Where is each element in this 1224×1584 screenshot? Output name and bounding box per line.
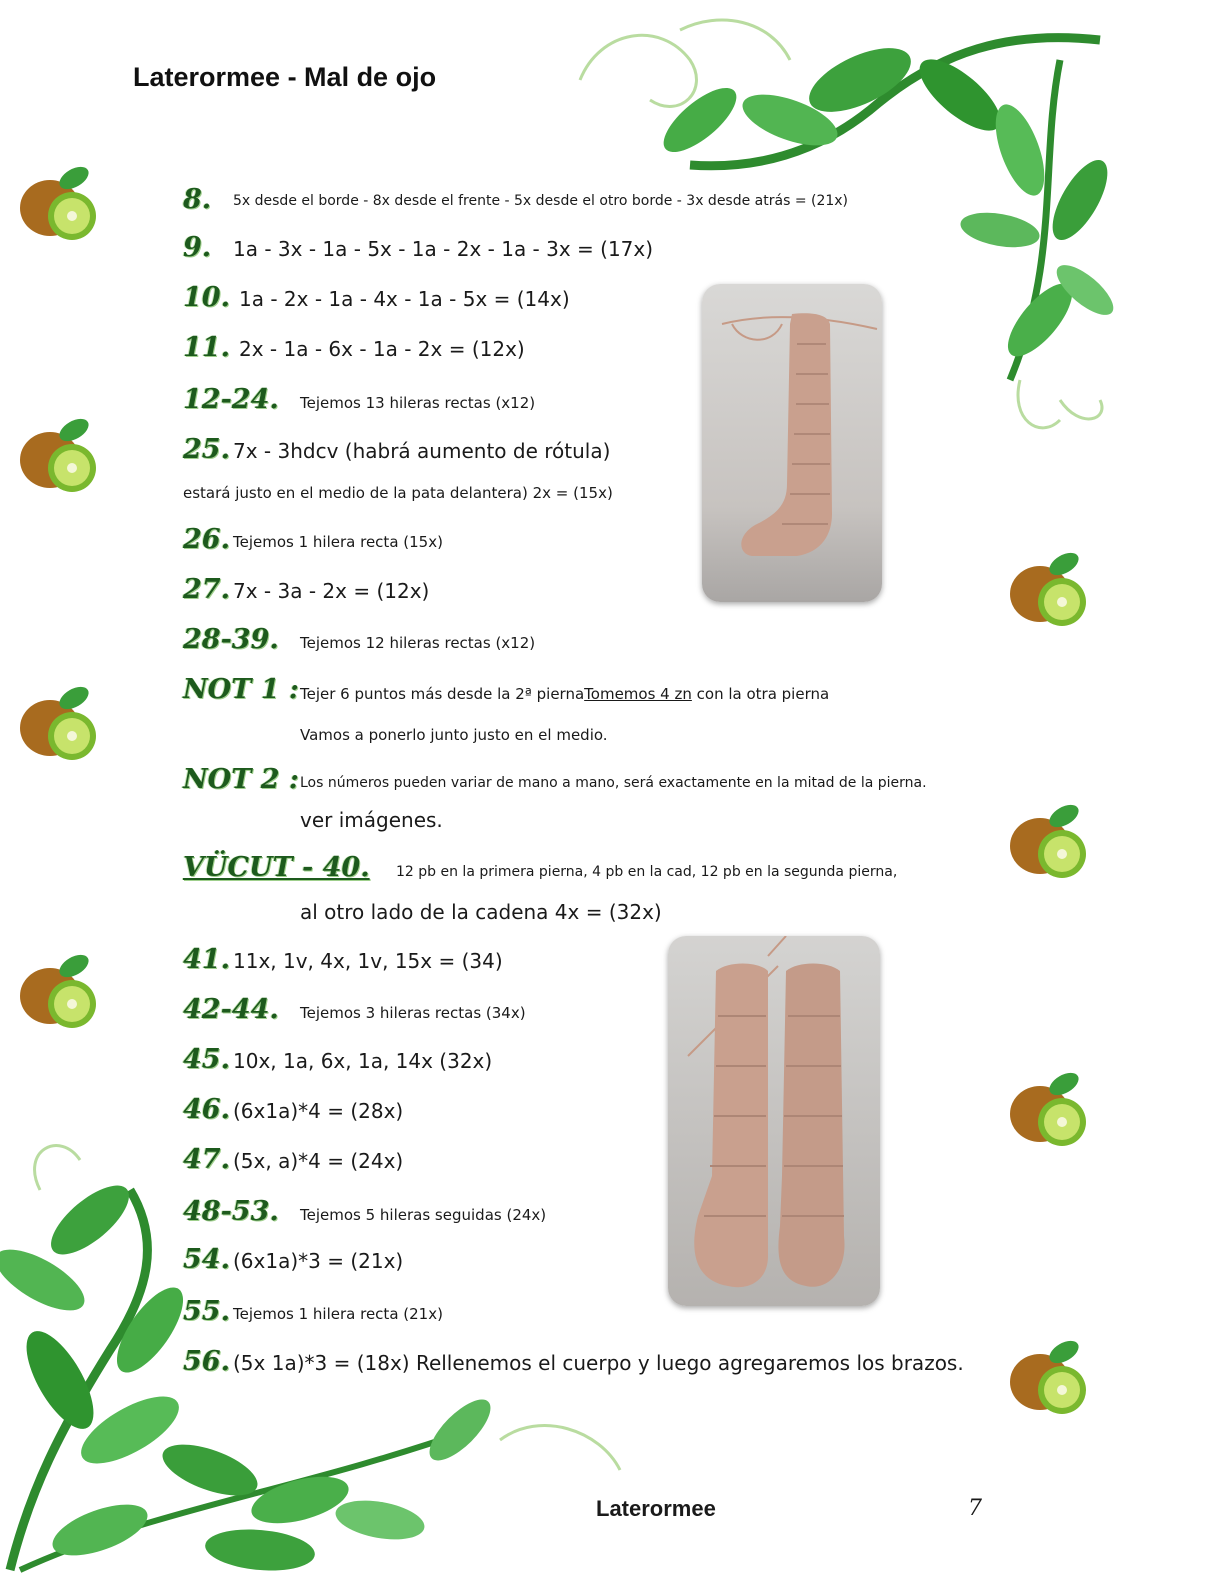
row-text: (6x1a)*4 = (28x) — [233, 1099, 404, 1123]
row-text: (6x1a)*3 = (21x) — [233, 1249, 404, 1273]
row-number: 8. — [183, 184, 212, 215]
row-text: (5x 1a)*3 = (18x) Rellenemos el cuerpo y luego agregaremos los brazos. — [233, 1351, 964, 1375]
row-number: 47. — [183, 1144, 230, 1175]
row-number: VÜCUT - 40. — [183, 852, 370, 883]
kiwi-icon — [12, 416, 102, 496]
row-text: al otro lado de la cadena 4x = (32x) — [300, 900, 662, 924]
row-number: 11. — [183, 332, 230, 363]
kiwi-icon — [12, 684, 102, 764]
row-text: 11x, 1v, 4x, 1v, 15x = (34) — [233, 949, 503, 973]
row-text: Tejemos 3 hileras rectas (34x) — [300, 1004, 526, 1022]
note-text-after: con la otra pierna — [691, 685, 830, 703]
footer-author: Laterormee — [596, 1496, 716, 1521]
row-number: 9. — [183, 232, 212, 263]
row-number: 56. — [183, 1346, 230, 1377]
row-number: 27. — [183, 574, 230, 605]
row-number: 10. — [183, 282, 230, 313]
note-text: Los números pueden variar de mano a mano, será exactamente en la mitad de la pierna. — [300, 775, 927, 791]
row-text: 10x, 1a, 6x, 1a, 14x (32x) — [233, 1049, 493, 1073]
row-number: 45. — [183, 1044, 230, 1075]
kiwi-icon — [1002, 1338, 1092, 1418]
kiwi-icon — [12, 164, 102, 244]
row-text: Vamos a ponerlo junto justo en el medio. — [300, 726, 608, 744]
note-label: NOT 1 : — [183, 674, 299, 705]
row-number: 25. — [183, 434, 230, 465]
note-label: NOT 2 : — [183, 764, 299, 795]
row-number: 46. — [183, 1094, 230, 1125]
row-text: 2x - 1a - 6x - 1a - 2x = (12x) — [239, 337, 525, 361]
row-text: ver imágenes. — [300, 808, 443, 832]
kiwi-icon — [1002, 550, 1092, 630]
page-title: Laterormee - Mal de ojo — [133, 62, 437, 92]
row-number: 48-53. — [183, 1196, 279, 1227]
kiwi-icon — [1002, 802, 1092, 882]
row-text: (5x, a)*4 = (24x) — [233, 1149, 404, 1173]
row-text: Tejemos 13 hileras rectas (x12) — [300, 394, 536, 412]
row-number: 55. — [183, 1296, 230, 1327]
kiwi-icon — [12, 952, 102, 1032]
row-number: 26. — [183, 524, 230, 555]
single-leg-photo — [702, 284, 882, 602]
row-text: Tejemos 5 hileras seguidas (24x) — [300, 1206, 547, 1224]
row-text: 1a - 2x - 1a - 4x - 1a - 5x = (14x) — [239, 287, 570, 311]
row-text: Tejemos 1 hilera recta (15x) — [233, 533, 443, 551]
row-text: 5x desde el borde - 8x desde el frente - 5x desde el otro borde - 3x desde atrás = (21x) — [233, 193, 849, 209]
kiwi-icon — [1002, 1070, 1092, 1150]
row-text: 1a - 3x - 1a - 5x - 1a - 2x - 1a - 3x = (17x) — [233, 237, 654, 261]
row-text: 7x - 3a - 2x = (12x) — [233, 579, 430, 603]
joined-legs-photo — [668, 936, 880, 1306]
row-text: Tejemos 12 hileras rectas (x12) — [300, 634, 536, 652]
row-text: estará justo en el medio de la pata delantera) 2x = (15x) — [183, 484, 613, 502]
row-number: 42-44. — [183, 994, 279, 1025]
row-text: 12 pb en la primera pierna, 4 pb en la cad, 12 pb en la segunda pierna, — [396, 864, 898, 880]
row-number: 28-39. — [183, 624, 279, 655]
row-number: 41. — [183, 944, 230, 975]
row-number: 12-24. — [183, 384, 279, 415]
row-text: 7x - 3hdcv (habrá aumento de rótula) — [233, 439, 611, 463]
note-underlined-text: Tomemos 4 zn — [584, 685, 692, 703]
note-text: Tejer 6 puntos más desde la 2ª pierna — [300, 685, 585, 703]
row-number: 54. — [183, 1244, 230, 1275]
page-number: 7 — [968, 1496, 982, 1521]
row-text: Tejemos 1 hilera recta (21x) — [233, 1305, 443, 1323]
